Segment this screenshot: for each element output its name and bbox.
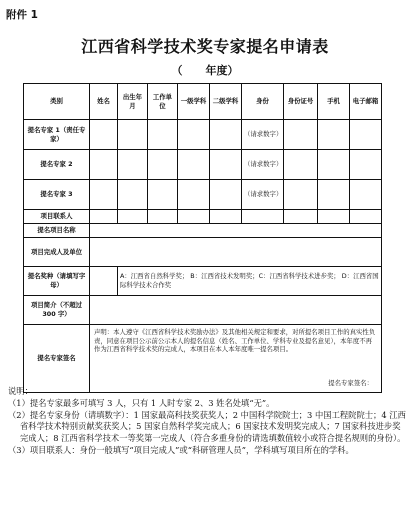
promise-text: 声明：本人遵守《江西省科学技术奖励办法》及其他相关规定和要求，对所提名项目工作的真实性负责，同意在项目公示前公示本人的提名信息（姓名、工作单位、学科专业及提名意见），本年度不再作为江西省科学技术奖的完成人，本项目在本人本年度唯一提名项目。 [94, 328, 376, 354]
expert-1-name-cell[interactable] [90, 120, 118, 150]
expert-1-email-cell[interactable] [350, 120, 382, 150]
award-category-row [24, 267, 382, 296]
expert-3-name-cell[interactable] [90, 180, 118, 210]
header-id-number: 身份证号 [284, 84, 318, 120]
expert-1-subject2-cell[interactable] [210, 120, 242, 150]
note-item-3: （3）项目联系人：身份一般填写“项目完成人”或“科研管理人员”，学科填写项目所在的学科。 [8, 444, 354, 455]
contact-birth-cell[interactable] [118, 210, 148, 224]
header-phone: 手机 [318, 84, 350, 120]
expert-1-unit-cell[interactable] [148, 120, 178, 150]
contact-phone-cell[interactable] [318, 210, 350, 224]
expert-3-label: 提名专家 3 [24, 180, 90, 210]
expert-3-subject1-cell[interactable] [178, 180, 210, 210]
expert-1-phone-cell[interactable] [318, 120, 350, 150]
signature-row [24, 325, 382, 393]
expert-2-subject1-cell[interactable] [178, 150, 210, 180]
contact-subject2-cell[interactable] [210, 210, 242, 224]
header-email: 电子邮箱 [350, 84, 382, 120]
year-line: （ 年度） [171, 64, 239, 77]
contact-unit-cell[interactable] [148, 210, 178, 224]
expert-2-id-cell[interactable] [284, 150, 318, 180]
award-category-options: A：江西省自然科学奖； B：江西省技术发明奖；C：江西省科学技术进步奖； D：江西省国际科学技术合作奖 [118, 267, 382, 296]
expert-1-identity-cell[interactable]: （请求数字） [242, 120, 284, 150]
expert-2-subject2-cell[interactable] [210, 150, 242, 180]
project-name-field[interactable] [90, 224, 382, 238]
expert-2-email-cell[interactable] [350, 150, 382, 180]
expert-2-name-cell[interactable] [90, 150, 118, 180]
header-row [24, 84, 382, 120]
note-item-2: （2）提名专家身份（请填数字）：1 国家最高科技奖获奖人；2 中国科学院院士；3 中国工程院院士；4 江西省科学技术特别贡献奖获奖人；5 国家自然科学奖完成人；6 国家技术发明奖完成人；7 国家科技进步奖完成人；8 江西省科学技术一等奖第一完成人（符合多重身份的请选填数值较小或符合提名规则的身份）。 [8, 409, 406, 444]
header-birth: 出生年月 [118, 84, 148, 120]
header-category: 类别 [24, 84, 90, 120]
signature-label: 提名专家签名 [24, 325, 90, 393]
expert-3-phone-cell[interactable] [318, 180, 350, 210]
expert-row-1 [24, 120, 382, 150]
form-title: 江西省科学技术奖专家提名申请表 [81, 37, 329, 56]
contact-email-cell[interactable] [350, 210, 382, 224]
expert-1-subject1-cell[interactable] [178, 120, 210, 150]
project-name-row [24, 224, 382, 238]
expert-3-birth-cell[interactable] [118, 180, 148, 210]
project-contact-row [24, 210, 382, 224]
contact-subject1-cell[interactable] [178, 210, 210, 224]
promise-cell[interactable] [90, 325, 382, 393]
application-form-table [23, 83, 382, 393]
expert-3-id-cell[interactable] [284, 180, 318, 210]
contact-name-cell[interactable] [90, 210, 118, 224]
expert-2-birth-cell[interactable] [118, 150, 148, 180]
expert-3-identity-cell[interactable]: （请求数字） [242, 180, 284, 210]
signer-line: 提名专家签名： [328, 379, 373, 388]
expert-2-identity-cell[interactable]: （请求数字） [242, 150, 284, 180]
expert-3-subject2-cell[interactable] [210, 180, 242, 210]
completers-row [24, 238, 382, 267]
expert-2-phone-cell[interactable] [318, 150, 350, 180]
project-contact-label: 项目联系人 [24, 210, 90, 224]
header-identity: 身份 [242, 84, 284, 120]
contact-id-cell[interactable] [284, 210, 318, 224]
award-category-field[interactable] [90, 267, 118, 296]
expert-row-2 [24, 150, 382, 180]
expert-3-unit-cell[interactable] [148, 180, 178, 210]
project-intro-field[interactable] [90, 296, 382, 325]
contact-identity-cell[interactable] [242, 210, 284, 224]
header-second-subject: 二级学科 [210, 84, 242, 120]
header-work-unit: 工作单位 [148, 84, 178, 120]
note-item-1: （1）提名专家最多可填写 3 人，只有 1 人时专家 2、3 姓名处填“无”。 [8, 397, 275, 408]
project-intro-row [24, 296, 382, 325]
header-first-subject: 一级学科 [178, 84, 210, 120]
project-name-label: 提名项目名称 [24, 224, 90, 238]
project-intro-label: 项目简介（不超过 300 字） [24, 296, 90, 325]
notes-section [8, 386, 406, 457]
annex-label: 附件 1 [6, 9, 38, 21]
notes-heading: 说明： [8, 386, 33, 396]
expert-2-label: 提名专家 2 [24, 150, 90, 180]
expert-3-email-cell[interactable] [350, 180, 382, 210]
expert-2-unit-cell[interactable] [148, 150, 178, 180]
expert-1-birth-cell[interactable] [118, 120, 148, 150]
expert-1-id-cell[interactable] [284, 120, 318, 150]
completers-label: 项目完成人及单位 [24, 238, 90, 267]
header-name: 姓名 [90, 84, 118, 120]
award-category-label: 提名奖种（请填写字母） [24, 267, 90, 296]
expert-1-label: 提名专家 1（责任专家） [24, 120, 90, 150]
expert-row-3 [24, 180, 382, 210]
completers-field[interactable] [90, 238, 382, 267]
